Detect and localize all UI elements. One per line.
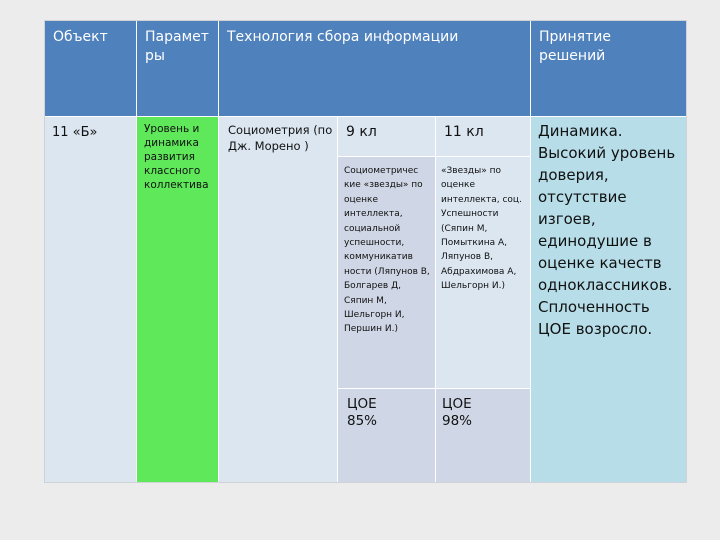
- grade11-coe: ЦОЕ 98%: [442, 396, 473, 429]
- cell-grade11-coe: [435, 388, 530, 483]
- cell-parameter: [136, 116, 218, 483]
- header-object: [44, 20, 136, 116]
- cell-grade11-detail: [435, 156, 530, 388]
- cell-object: [44, 116, 136, 483]
- header-decisions-label: Принятие решений: [539, 29, 611, 64]
- grade11-detail: «Звезды» по оценке интеллекта, соц. Успешности (Сяпин М, Помыткина А, Ляпунов В, Абдрахимова А, Шельгорн И.): [441, 166, 522, 292]
- grid-line: [435, 116, 436, 483]
- grid-line: [44, 116, 687, 117]
- grid-line: [337, 116, 338, 483]
- grid-line: [530, 20, 531, 483]
- header-tech-label: Технология сбора информации: [227, 29, 459, 45]
- grid-line: [136, 20, 137, 483]
- grade9-detail: Социометричес кие «звезды» по оценке интеллекта, социальной успешности, коммуникатив ности (Ляпунов В, Болгарев Д, Сяпин М, Шельгорн И, Першин И.): [344, 166, 430, 335]
- cell-grade11-label: [435, 116, 530, 156]
- info-table: [44, 20, 687, 483]
- header-object-label: Объект: [53, 29, 108, 45]
- object-value: 11 «Б»: [52, 125, 98, 140]
- grade11-label: 11 кл: [444, 124, 484, 140]
- header-tech: [218, 20, 530, 116]
- cell-decision: [530, 116, 687, 483]
- grade9-coe: ЦОЕ 85%: [347, 396, 378, 429]
- cell-grade9-coe: [337, 388, 435, 483]
- grid-line: [337, 388, 530, 389]
- grid-line: [337, 156, 530, 157]
- header-params-label: Парамет ры: [145, 29, 209, 64]
- cell-grade9-label: [337, 116, 435, 156]
- decision-value: Динамика. Высокий уровень доверия, отсутствие изгоев, единодушие в оценке качеств одноклассников. Сплоченность ЦОЕ возросло.: [538, 122, 676, 338]
- grade9-label: 9 кл: [346, 124, 377, 140]
- grid-line: [218, 20, 219, 483]
- header-params: [136, 20, 218, 116]
- parameter-value: Уровень и динамика развития классного коллектива: [144, 123, 209, 191]
- tech-method-value: Социометрия (по Дж. Морено ): [228, 123, 333, 153]
- cell-grade9-detail: [337, 156, 435, 388]
- header-decisions: [530, 20, 687, 116]
- cell-tech-method: [218, 116, 337, 483]
